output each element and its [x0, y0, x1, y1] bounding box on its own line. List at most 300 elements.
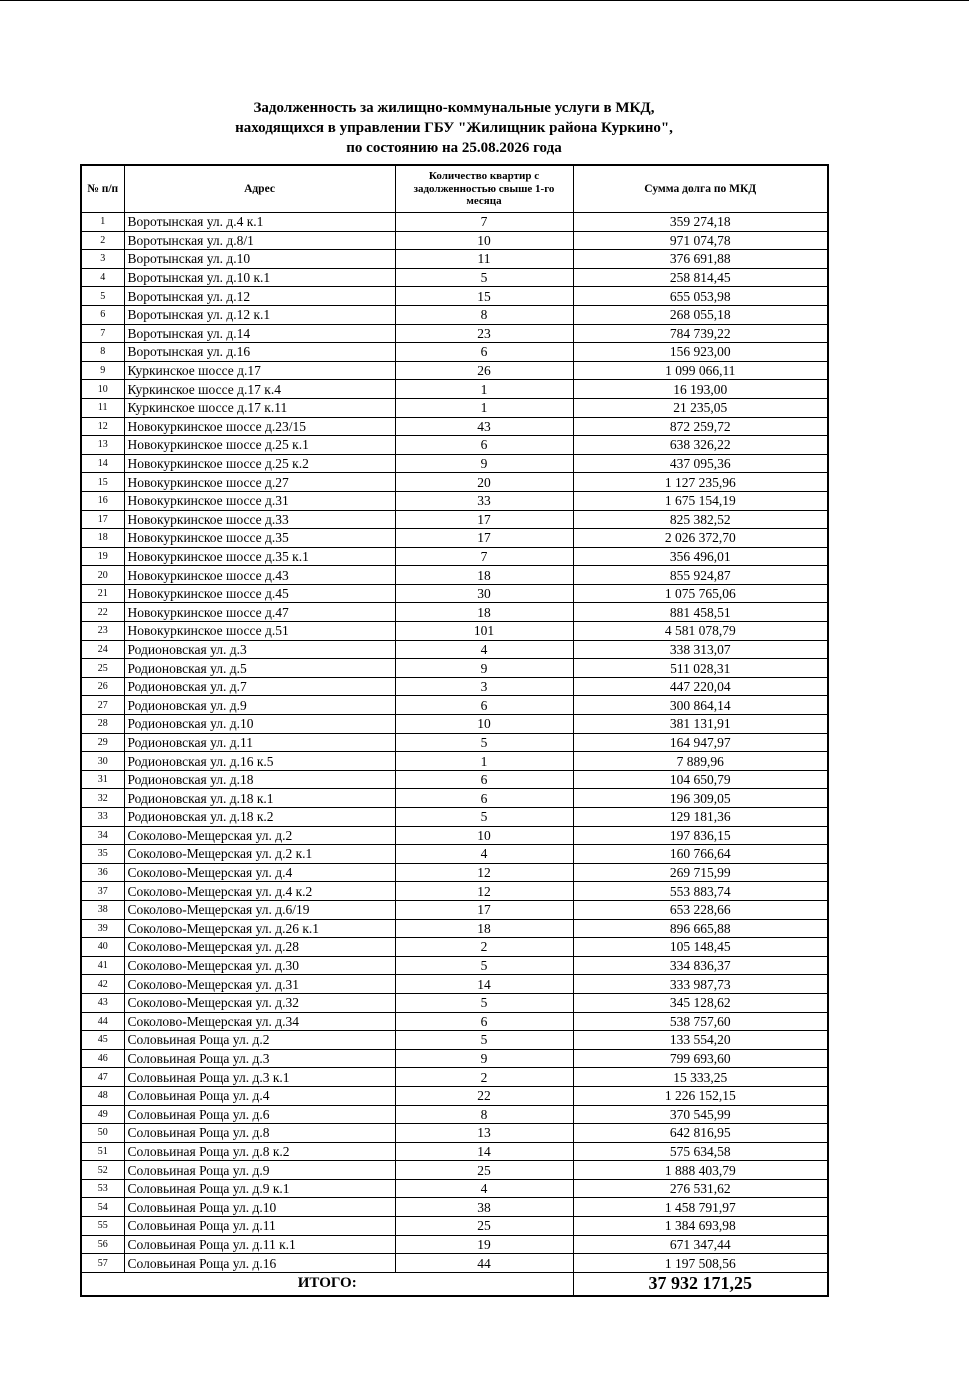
- row-number: 34: [81, 826, 124, 845]
- row-number: 23: [81, 622, 124, 641]
- row-number: 53: [81, 1179, 124, 1198]
- document-title: [80, 98, 828, 158]
- row-number: 11: [81, 398, 124, 417]
- table-row: [81, 826, 828, 845]
- row-apartments-count: 6: [395, 436, 573, 455]
- row-debt-sum: 258 814,45: [573, 268, 828, 287]
- row-apartments-count: 7: [395, 213, 573, 232]
- row-debt-sum: 1 384 693,98: [573, 1217, 828, 1236]
- row-apartments-count: 20: [395, 473, 573, 492]
- row-debt-sum: 1 127 235,96: [573, 473, 828, 492]
- row-address: Новокуркинское шоссе д.45: [124, 584, 395, 603]
- row-number: 9: [81, 361, 124, 380]
- row-number: 10: [81, 380, 124, 399]
- row-apartments-count: 14: [395, 975, 573, 994]
- row-number: 6: [81, 305, 124, 324]
- total-row: [81, 1272, 828, 1296]
- table-row: [81, 324, 828, 343]
- row-debt-sum: 511 028,31: [573, 659, 828, 678]
- row-apartments-count: 4: [395, 1179, 573, 1198]
- row-number: 48: [81, 1086, 124, 1105]
- table-row: [81, 622, 828, 641]
- table-row: [81, 305, 828, 324]
- row-apartments-count: 5: [395, 808, 573, 827]
- row-number: 17: [81, 510, 124, 529]
- row-apartments-count: 3: [395, 677, 573, 696]
- table-row: [81, 696, 828, 715]
- row-apartments-count: 4: [395, 640, 573, 659]
- row-apartments-count: 5: [395, 1031, 573, 1050]
- row-debt-sum: 1 888 403,79: [573, 1161, 828, 1180]
- row-address: Соловьиная Роща ул. д.11: [124, 1217, 395, 1236]
- table-row: [81, 417, 828, 436]
- row-address: Новокуркинское шоссе д.35: [124, 529, 395, 548]
- row-address: Родионовская ул. д.16 к.5: [124, 752, 395, 771]
- row-debt-sum: 896 665,88: [573, 919, 828, 938]
- table-row: [81, 1086, 828, 1105]
- row-apartments-count: 33: [395, 491, 573, 510]
- row-number: 22: [81, 603, 124, 622]
- row-address: Соловьиная Роща ул. д.8 к.2: [124, 1142, 395, 1161]
- row-debt-sum: 638 326,22: [573, 436, 828, 455]
- table-header-row: [81, 165, 828, 213]
- table-row: [81, 993, 828, 1012]
- row-apartments-count: 8: [395, 1105, 573, 1124]
- row-address: Воротынская ул. д.12 к.1: [124, 305, 395, 324]
- row-apartments-count: 17: [395, 529, 573, 548]
- row-debt-sum: 345 128,62: [573, 993, 828, 1012]
- table-row: [81, 808, 828, 827]
- row-address: Воротынская ул. д.12: [124, 287, 395, 306]
- row-number: 4: [81, 268, 124, 287]
- table-row: [81, 938, 828, 957]
- row-debt-sum: 334 836,37: [573, 956, 828, 975]
- row-number: 39: [81, 919, 124, 938]
- row-debt-sum: 21 235,05: [573, 398, 828, 417]
- top-border-line: [0, 0, 969, 1]
- title-line-3: по состоянию на 25.08.2026 года: [346, 140, 562, 156]
- table-row: [81, 1161, 828, 1180]
- row-apartments-count: 5: [395, 993, 573, 1012]
- row-address: Родионовская ул. д.3: [124, 640, 395, 659]
- row-number: 42: [81, 975, 124, 994]
- row-address: Соловьиная Роща ул. д.3: [124, 1049, 395, 1068]
- row-debt-sum: 268 055,18: [573, 305, 828, 324]
- table-row: [81, 231, 828, 250]
- row-address: Соколово-Мещерская ул. д.26 к.1: [124, 919, 395, 938]
- table-row: [81, 398, 828, 417]
- row-address: Родионовская ул. д.9: [124, 696, 395, 715]
- table-row: [81, 491, 828, 510]
- row-address: Соловьиная Роща ул. д.3 к.1: [124, 1068, 395, 1087]
- row-number: 29: [81, 733, 124, 752]
- table-row: [81, 566, 828, 585]
- row-apartments-count: 10: [395, 715, 573, 734]
- row-debt-sum: 105 148,45: [573, 938, 828, 957]
- title-line-2: находящихся в управлении ГБУ "Жилищник района Куркино",: [235, 120, 673, 136]
- table-row: [81, 733, 828, 752]
- table-row: [81, 603, 828, 622]
- row-debt-sum: 16 193,00: [573, 380, 828, 399]
- row-debt-sum: 2 026 372,70: [573, 529, 828, 548]
- row-apartments-count: 22: [395, 1086, 573, 1105]
- row-number: 28: [81, 715, 124, 734]
- row-number: 47: [81, 1068, 124, 1087]
- row-apartments-count: 4: [395, 845, 573, 864]
- row-apartments-count: 13: [395, 1124, 573, 1143]
- table-row: [81, 361, 828, 380]
- row-address: Родионовская ул. д.18 к.2: [124, 808, 395, 827]
- row-debt-sum: 133 554,20: [573, 1031, 828, 1050]
- row-apartments-count: 12: [395, 863, 573, 882]
- row-debt-sum: 1 197 508,56: [573, 1254, 828, 1273]
- row-debt-sum: 1 075 765,06: [573, 584, 828, 603]
- row-number: 40: [81, 938, 124, 957]
- row-address: Новокуркинское шоссе д.51: [124, 622, 395, 641]
- row-apartments-count: 12: [395, 882, 573, 901]
- row-number: 14: [81, 454, 124, 473]
- row-debt-sum: 196 309,05: [573, 789, 828, 808]
- row-number: 1: [81, 213, 124, 232]
- row-number: 18: [81, 529, 124, 548]
- row-debt-sum: 333 987,73: [573, 975, 828, 994]
- table-row: [81, 268, 828, 287]
- row-address: Новокуркинское шоссе д.23/15: [124, 417, 395, 436]
- table-row: [81, 1217, 828, 1236]
- row-apartments-count: 5: [395, 733, 573, 752]
- row-apartments-count: 6: [395, 1012, 573, 1031]
- table-row: [81, 510, 828, 529]
- row-address: Соловьиная Роща ул. д.9: [124, 1161, 395, 1180]
- row-debt-sum: 799 693,60: [573, 1049, 828, 1068]
- total-value: 37 932 171,25: [573, 1272, 828, 1296]
- row-debt-sum: 300 864,14: [573, 696, 828, 715]
- row-address: Соколово-Мещерская ул. д.31: [124, 975, 395, 994]
- row-address: Соколово-Мещерская ул. д.4: [124, 863, 395, 882]
- row-debt-sum: 881 458,51: [573, 603, 828, 622]
- row-apartments-count: 6: [395, 696, 573, 715]
- table-row: [81, 584, 828, 603]
- table-row: [81, 900, 828, 919]
- row-number: 5: [81, 287, 124, 306]
- row-debt-sum: 338 313,07: [573, 640, 828, 659]
- row-apartments-count: 17: [395, 510, 573, 529]
- row-apartments-count: 9: [395, 454, 573, 473]
- row-apartments-count: 43: [395, 417, 573, 436]
- row-number: 19: [81, 547, 124, 566]
- row-apartments-count: 9: [395, 1049, 573, 1068]
- table-row: [81, 659, 828, 678]
- title-line-1: Задолженность за жилищно-коммунальные услуги в МКД,: [253, 100, 655, 116]
- row-apartments-count: 38: [395, 1198, 573, 1217]
- row-address: Родионовская ул. д.5: [124, 659, 395, 678]
- row-debt-sum: 197 836,15: [573, 826, 828, 845]
- table-row: [81, 919, 828, 938]
- row-debt-sum: 276 531,62: [573, 1179, 828, 1198]
- row-number: 27: [81, 696, 124, 715]
- row-debt-sum: 1 226 152,15: [573, 1086, 828, 1105]
- row-number: 31: [81, 770, 124, 789]
- row-apartments-count: 1: [395, 752, 573, 771]
- row-address: Куркинское шоссе д.17 к.11: [124, 398, 395, 417]
- row-address: Новокуркинское шоссе д.43: [124, 566, 395, 585]
- row-number: 56: [81, 1235, 124, 1254]
- table-row: [81, 380, 828, 399]
- row-debt-sum: 1 099 066,11: [573, 361, 828, 380]
- table-row: [81, 343, 828, 362]
- table-row: [81, 882, 828, 901]
- row-apartments-count: 9: [395, 659, 573, 678]
- row-address: Родионовская ул. д.18 к.1: [124, 789, 395, 808]
- row-debt-sum: 784 739,22: [573, 324, 828, 343]
- row-address: Новокуркинское шоссе д.47: [124, 603, 395, 622]
- row-address: Новокуркинское шоссе д.27: [124, 473, 395, 492]
- row-apartments-count: 25: [395, 1161, 573, 1180]
- table-row: [81, 529, 828, 548]
- row-debt-sum: 671 347,44: [573, 1235, 828, 1254]
- table-row: [81, 640, 828, 659]
- row-address: Куркинское шоссе д.17: [124, 361, 395, 380]
- table-row: [81, 1068, 828, 1087]
- row-debt-sum: 15 333,25: [573, 1068, 828, 1087]
- row-debt-sum: 359 274,18: [573, 213, 828, 232]
- row-address: Воротынская ул. д.10: [124, 250, 395, 269]
- row-number: 37: [81, 882, 124, 901]
- row-debt-sum: 553 883,74: [573, 882, 828, 901]
- row-debt-sum: 538 757,60: [573, 1012, 828, 1031]
- row-debt-sum: 164 947,97: [573, 733, 828, 752]
- row-apartments-count: 5: [395, 956, 573, 975]
- row-apartments-count: 15: [395, 287, 573, 306]
- row-apartments-count: 10: [395, 231, 573, 250]
- row-apartments-count: 18: [395, 919, 573, 938]
- table-row: [81, 1142, 828, 1161]
- row-apartments-count: 19: [395, 1235, 573, 1254]
- row-address: Воротынская ул. д.14: [124, 324, 395, 343]
- row-number: 50: [81, 1124, 124, 1143]
- table-row: [81, 1124, 828, 1143]
- row-address: Соловьиная Роща ул. д.2: [124, 1031, 395, 1050]
- row-apartments-count: 23: [395, 324, 573, 343]
- row-number: 24: [81, 640, 124, 659]
- table-row: [81, 454, 828, 473]
- row-debt-sum: 269 715,99: [573, 863, 828, 882]
- row-number: 15: [81, 473, 124, 492]
- row-debt-sum: 642 816,95: [573, 1124, 828, 1143]
- row-debt-sum: 653 228,66: [573, 900, 828, 919]
- row-number: 45: [81, 1031, 124, 1050]
- row-number: 13: [81, 436, 124, 455]
- table-row: [81, 715, 828, 734]
- row-apartments-count: 17: [395, 900, 573, 919]
- row-number: 35: [81, 845, 124, 864]
- row-address: Соловьиная Роща ул. д.9 к.1: [124, 1179, 395, 1198]
- row-debt-sum: 1 675 154,19: [573, 491, 828, 510]
- table-row: [81, 1031, 828, 1050]
- row-number: 20: [81, 566, 124, 585]
- row-address: Родионовская ул. д.7: [124, 677, 395, 696]
- row-apartments-count: 14: [395, 1142, 573, 1161]
- table-row: [81, 1179, 828, 1198]
- row-apartments-count: 101: [395, 622, 573, 641]
- table-row: [81, 213, 828, 232]
- row-debt-sum: 437 095,36: [573, 454, 828, 473]
- table-row: [81, 1198, 828, 1217]
- row-address: Соловьиная Роща ул. д.16: [124, 1254, 395, 1273]
- row-debt-sum: 129 181,36: [573, 808, 828, 827]
- row-debt-sum: 971 074,78: [573, 231, 828, 250]
- row-number: 51: [81, 1142, 124, 1161]
- row-number: 3: [81, 250, 124, 269]
- row-debt-sum: 1 458 791,97: [573, 1198, 828, 1217]
- row-number: 38: [81, 900, 124, 919]
- table-row: [81, 287, 828, 306]
- row-address: Новокуркинское шоссе д.25 к.2: [124, 454, 395, 473]
- row-address: Соловьиная Роща ул. д.6: [124, 1105, 395, 1124]
- header-address: Адрес: [124, 165, 395, 213]
- row-apartments-count: 44: [395, 1254, 573, 1273]
- row-apartments-count: 6: [395, 789, 573, 808]
- row-number: 57: [81, 1254, 124, 1273]
- row-number: 36: [81, 863, 124, 882]
- row-address: Соколово-Мещерская ул. д.30: [124, 956, 395, 975]
- row-number: 21: [81, 584, 124, 603]
- row-apartments-count: 10: [395, 826, 573, 845]
- header-apartments-count: Количество квартир с задолженностью свыше 1-го месяца: [395, 165, 573, 213]
- row-address: Соколово-Мещерская ул. д.2: [124, 826, 395, 845]
- table-row: [81, 436, 828, 455]
- row-address: Новокуркинское шоссе д.25 к.1: [124, 436, 395, 455]
- row-address: Воротынская ул. д.16: [124, 343, 395, 362]
- row-number: 52: [81, 1161, 124, 1180]
- table-row: [81, 789, 828, 808]
- row-apartments-count: 8: [395, 305, 573, 324]
- table-row: [81, 547, 828, 566]
- table-body: [81, 213, 828, 1273]
- row-address: Соколово-Мещерская ул. д.2 к.1: [124, 845, 395, 864]
- row-debt-sum: 381 131,91: [573, 715, 828, 734]
- table-row: [81, 752, 828, 771]
- row-address: Соловьиная Роща ул. д.4: [124, 1086, 395, 1105]
- row-number: 32: [81, 789, 124, 808]
- row-address: Соловьиная Роща ул. д.11 к.1: [124, 1235, 395, 1254]
- table-row: [81, 677, 828, 696]
- row-address: Воротынская ул. д.4 к.1: [124, 213, 395, 232]
- row-debt-sum: 370 545,99: [573, 1105, 828, 1124]
- row-number: 7: [81, 324, 124, 343]
- row-address: Воротынская ул. д.10 к.1: [124, 268, 395, 287]
- row-number: 55: [81, 1217, 124, 1236]
- row-address: Новокуркинское шоссе д.35 к.1: [124, 547, 395, 566]
- row-debt-sum: 575 634,58: [573, 1142, 828, 1161]
- row-number: 44: [81, 1012, 124, 1031]
- header-number: № п/п: [81, 165, 124, 213]
- row-number: 16: [81, 491, 124, 510]
- row-debt-sum: 104 650,79: [573, 770, 828, 789]
- row-address: Родионовская ул. д.11: [124, 733, 395, 752]
- table-row: [81, 863, 828, 882]
- row-address: Родионовская ул. д.10: [124, 715, 395, 734]
- row-address: Соколово-Мещерская ул. д.28: [124, 938, 395, 957]
- row-apartments-count: 7: [395, 547, 573, 566]
- row-address: Воротынская ул. д.8/1: [124, 231, 395, 250]
- row-apartments-count: 1: [395, 380, 573, 399]
- row-apartments-count: 2: [395, 938, 573, 957]
- table-row: [81, 1049, 828, 1068]
- row-debt-sum: 4 581 078,79: [573, 622, 828, 641]
- row-number: 46: [81, 1049, 124, 1068]
- row-address: Новокуркинское шоссе д.33: [124, 510, 395, 529]
- row-address: Соловьиная Роща ул. д.10: [124, 1198, 395, 1217]
- table-row: [81, 956, 828, 975]
- row-number: 25: [81, 659, 124, 678]
- row-address: Соколово-Мещерская ул. д.32: [124, 993, 395, 1012]
- row-number: 41: [81, 956, 124, 975]
- row-apartments-count: 18: [395, 603, 573, 622]
- header-debt-sum: Сумма долга по МКД: [573, 165, 828, 213]
- row-number: 43: [81, 993, 124, 1012]
- row-number: 33: [81, 808, 124, 827]
- row-number: 12: [81, 417, 124, 436]
- table-row: [81, 1235, 828, 1254]
- row-debt-sum: 356 496,01: [573, 547, 828, 566]
- row-debt-sum: 872 259,72: [573, 417, 828, 436]
- row-number: 30: [81, 752, 124, 771]
- row-debt-sum: 160 766,64: [573, 845, 828, 864]
- row-apartments-count: 6: [395, 343, 573, 362]
- row-apartments-count: 18: [395, 566, 573, 585]
- row-apartments-count: 1: [395, 398, 573, 417]
- table-row: [81, 250, 828, 269]
- row-debt-sum: 825 382,52: [573, 510, 828, 529]
- row-number: 26: [81, 677, 124, 696]
- table-row: [81, 473, 828, 492]
- row-address: Куркинское шоссе д.17 к.4: [124, 380, 395, 399]
- table-row: [81, 1105, 828, 1124]
- row-debt-sum: 655 053,98: [573, 287, 828, 306]
- row-address: Соловьиная Роща ул. д.8: [124, 1124, 395, 1143]
- table-row: [81, 1012, 828, 1031]
- row-number: 2: [81, 231, 124, 250]
- row-debt-sum: 376 691,88: [573, 250, 828, 269]
- row-number: 54: [81, 1198, 124, 1217]
- row-number: 8: [81, 343, 124, 362]
- table-row: [81, 845, 828, 864]
- row-number: 49: [81, 1105, 124, 1124]
- row-address: Соколово-Мещерская ул. д.34: [124, 1012, 395, 1031]
- row-debt-sum: 156 923,00: [573, 343, 828, 362]
- row-address: Соколово-Мещерская ул. д.4 к.2: [124, 882, 395, 901]
- total-label: ИТОГО:: [81, 1272, 573, 1296]
- debt-table: [80, 164, 829, 1297]
- row-apartments-count: 11: [395, 250, 573, 269]
- row-debt-sum: 7 889,96: [573, 752, 828, 771]
- row-apartments-count: 6: [395, 770, 573, 789]
- row-apartments-count: 2: [395, 1068, 573, 1087]
- row-apartments-count: 26: [395, 361, 573, 380]
- row-debt-sum: 855 924,87: [573, 566, 828, 585]
- row-address: Соколово-Мещерская ул. д.6/19: [124, 900, 395, 919]
- table-row: [81, 770, 828, 789]
- row-apartments-count: 30: [395, 584, 573, 603]
- row-apartments-count: 25: [395, 1217, 573, 1236]
- row-address: Родионовская ул. д.18: [124, 770, 395, 789]
- row-address: Новокуркинское шоссе д.31: [124, 491, 395, 510]
- row-debt-sum: 447 220,04: [573, 677, 828, 696]
- table-row: [81, 1254, 828, 1273]
- row-apartments-count: 5: [395, 268, 573, 287]
- table-row: [81, 975, 828, 994]
